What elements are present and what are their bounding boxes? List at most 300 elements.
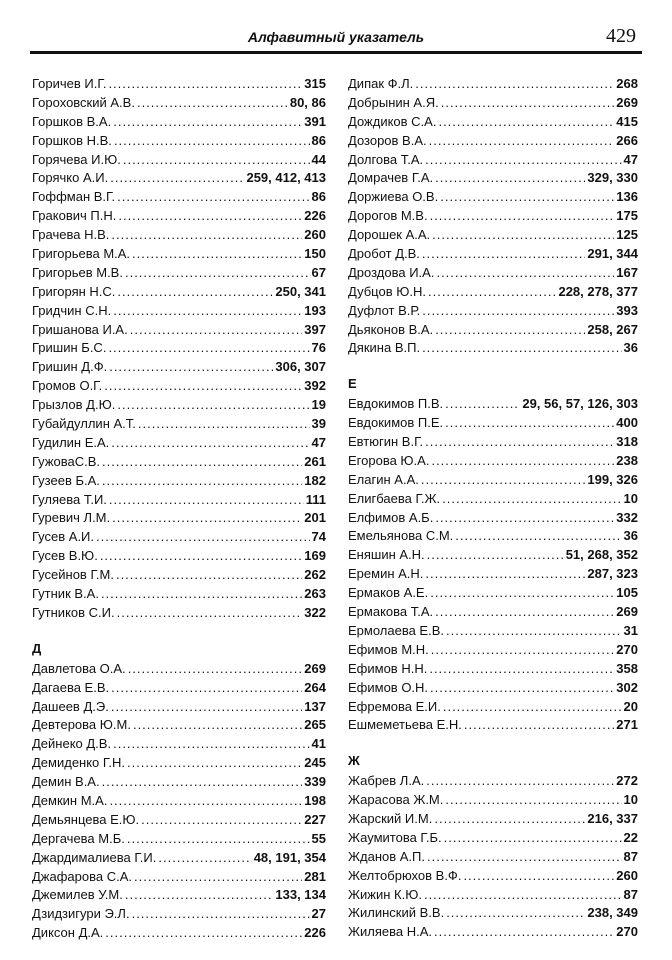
- dot-leader: [133, 717, 302, 732]
- section-letter-heading: Ж: [348, 753, 360, 769]
- dot-leader: [113, 303, 302, 318]
- entry-pages: 260: [304, 227, 326, 243]
- dot-leader: [130, 322, 303, 337]
- dot-leader: [430, 680, 614, 695]
- entry-name: Диксон Д.А.: [32, 925, 104, 941]
- index-entry: [32, 378, 326, 397]
- index-entry: [32, 831, 326, 850]
- entry-pages: 227: [304, 811, 326, 827]
- dot-leader: [435, 322, 585, 337]
- entry-name: Евтюгин В.Г.: [348, 434, 424, 450]
- index-entry: [348, 792, 638, 811]
- index-entry: [348, 133, 638, 152]
- entry-name: Гоффман В.Г.: [32, 189, 116, 205]
- dot-leader: [438, 114, 614, 129]
- index-entry: [32, 605, 326, 624]
- entry-pages: 260: [616, 867, 638, 883]
- index-entry: [348, 510, 638, 529]
- entry-pages: 169: [304, 548, 326, 564]
- index-entry: [32, 793, 326, 812]
- dot-leader: [102, 774, 303, 789]
- entry-pages: 226: [304, 208, 326, 224]
- entry-name: Желтобрюхов В.Ф.: [348, 867, 462, 883]
- entry-name: Гришин Б.С.: [32, 340, 107, 356]
- entry-name: Доржиева О.В.: [348, 189, 439, 205]
- dot-leader: [445, 396, 520, 411]
- entry-name: Джемилев У.М.: [32, 887, 123, 903]
- entry-pages: 281: [304, 868, 326, 884]
- dot-leader: [109, 793, 302, 808]
- entry-pages: 271: [616, 717, 638, 733]
- index-entry: [348, 265, 638, 284]
- dot-leader: [134, 869, 302, 884]
- index-entry: [32, 133, 326, 152]
- entry-pages: 415: [616, 113, 638, 129]
- entry-pages: 332: [616, 509, 638, 525]
- entry-name: Дробот Д.В.: [348, 246, 420, 262]
- entry-name: Дашеев Д.Э.: [32, 698, 109, 714]
- index-entry: [348, 699, 638, 718]
- entry-name: Ефремова Е.И.: [348, 698, 441, 714]
- index-entry: [348, 246, 638, 265]
- entry-name: Горячко А.И.: [32, 170, 109, 186]
- entry-name: Дипак Ф.Л.: [348, 76, 414, 91]
- dot-leader: [422, 303, 614, 318]
- index-entry: [348, 434, 638, 453]
- index-entry: [348, 227, 638, 246]
- index-entry: [348, 491, 638, 510]
- entry-name: Гутников С.И.: [32, 604, 115, 620]
- dot-leader: [445, 792, 621, 807]
- entry-name: Григорьева М.А.: [32, 246, 131, 262]
- entry-pages: 48, 191, 354: [253, 849, 326, 865]
- dot-leader: [440, 189, 614, 204]
- index-entry: [32, 359, 326, 378]
- index-entry: [348, 284, 638, 303]
- dot-leader: [109, 492, 304, 507]
- entry-pages: 10: [623, 490, 638, 506]
- index-entry: [32, 246, 326, 265]
- dot-leader: [127, 831, 310, 846]
- entry-pages: 291, 344: [587, 246, 638, 262]
- entry-name: Домрачев Г.А.: [348, 170, 434, 186]
- index-entry: [348, 585, 638, 604]
- entry-name: Дагаева Е.В.: [32, 679, 110, 695]
- entry-pages: 329, 330: [587, 170, 638, 186]
- running-title: Алфавитный указатель: [247, 29, 425, 45]
- entry-pages: 216, 337: [587, 810, 638, 826]
- entry-pages: 47: [311, 434, 326, 450]
- entry-name: Ефимов Н.Н.: [348, 660, 428, 676]
- entry-pages: 29, 56, 57, 126, 303: [522, 396, 638, 412]
- entry-name: Жиляева Н.А.: [348, 924, 433, 940]
- entry-pages: 80, 86: [289, 94, 326, 110]
- dot-leader: [108, 340, 309, 355]
- dot-leader: [96, 529, 310, 544]
- entry-pages: 67: [311, 264, 326, 280]
- entry-pages: 306, 307: [275, 359, 326, 375]
- index-entry: [32, 548, 326, 567]
- entry-name: Добрынин А.Я.: [348, 94, 439, 110]
- entry-name: Егорова Ю.А.: [348, 452, 430, 468]
- index-entry: [348, 773, 638, 792]
- index-entry: [32, 454, 326, 473]
- entry-pages: 391: [304, 113, 326, 129]
- entry-name: Дякина В.П.: [348, 340, 421, 356]
- index-entry: [348, 604, 638, 623]
- entry-pages: 199, 326: [587, 471, 638, 487]
- entry-name: Гусейнов Г.М.: [32, 567, 114, 583]
- index-entry: [348, 905, 638, 924]
- entry-pages: 262: [304, 567, 326, 583]
- entry-pages: 266: [616, 132, 638, 148]
- index-entry: [32, 322, 326, 341]
- entry-name: Дзидзигури Э.Л.: [32, 906, 130, 922]
- entry-pages: 339: [304, 774, 326, 790]
- dot-leader: [431, 642, 615, 657]
- dot-leader: [111, 699, 302, 714]
- index-entry: [32, 699, 326, 718]
- page-number: 429: [606, 25, 636, 47]
- entry-pages: 263: [304, 586, 326, 602]
- header-rule: [30, 51, 642, 54]
- entry-name: Горичев И.Г.: [32, 76, 107, 91]
- dot-leader: [425, 152, 621, 167]
- index-entry: [348, 642, 638, 661]
- dot-leader: [113, 736, 309, 751]
- dot-leader: [108, 76, 302, 91]
- dot-leader: [138, 416, 310, 431]
- entry-name: Гуляева Т.И.: [32, 491, 107, 507]
- entry-name: Жданов А.П.: [348, 848, 425, 864]
- index-entry: [32, 227, 326, 246]
- dot-leader: [118, 208, 302, 223]
- index-entry: [32, 567, 326, 586]
- index-entry: [348, 868, 638, 887]
- dot-leader: [113, 114, 302, 129]
- index-entry: [32, 906, 326, 925]
- entry-pages: 400: [616, 415, 638, 431]
- dot-leader: [116, 567, 302, 582]
- entry-pages: 358: [616, 660, 638, 676]
- index-entry: [32, 850, 326, 869]
- entry-name: Горшков В.А.: [32, 113, 112, 129]
- index-entry: [32, 284, 326, 303]
- index-entry: [32, 774, 326, 793]
- dot-leader: [429, 133, 615, 148]
- entry-name: Громов О.Г.: [32, 378, 103, 394]
- dot-leader: [463, 868, 614, 883]
- entry-pages: 136: [616, 189, 638, 205]
- index-entry: [348, 830, 638, 849]
- dot-leader: [109, 359, 273, 374]
- dot-leader: [446, 905, 585, 920]
- dot-leader: [425, 434, 614, 449]
- entry-name: Гридчин С.Н.: [32, 302, 112, 318]
- entry-name: Гороховский А.В.: [32, 94, 135, 110]
- entry-pages: 74: [311, 529, 326, 545]
- entry-name: Ермакова Т.А.: [348, 604, 434, 620]
- dot-leader: [117, 605, 303, 620]
- entry-pages: 322: [304, 604, 326, 620]
- dot-leader: [114, 133, 310, 148]
- entry-name: Дубцов Ю.Н.: [348, 283, 426, 299]
- entry-pages: 51, 268, 352: [565, 547, 638, 563]
- index-entry: [32, 869, 326, 888]
- index-entry: [348, 322, 638, 341]
- entry-name: Дождиков С.А.: [348, 113, 437, 129]
- dot-leader: [415, 76, 614, 91]
- index-entry: [348, 547, 638, 566]
- entry-name: Жилинский В.В.: [348, 905, 445, 921]
- dot-leader: [455, 528, 621, 543]
- entry-name: Гракович П.Н.: [32, 208, 117, 224]
- dot-leader: [434, 811, 585, 826]
- entry-pages: 22: [623, 829, 638, 845]
- entry-name: Ермолаева Е.В.: [348, 622, 444, 638]
- dot-leader: [117, 284, 273, 299]
- index-entry: [348, 189, 638, 208]
- dot-leader: [141, 812, 302, 827]
- entry-pages: 245: [304, 755, 326, 771]
- entry-name: Дозоров В.А.: [348, 132, 427, 148]
- entry-pages: 270: [616, 641, 638, 657]
- entry-pages: 272: [616, 773, 638, 789]
- dot-leader: [128, 661, 303, 676]
- dot-leader: [125, 887, 274, 902]
- dot-leader: [102, 454, 302, 469]
- entry-pages: 31: [623, 622, 638, 638]
- entry-pages: 198: [304, 792, 326, 808]
- dot-leader: [132, 906, 310, 921]
- entry-pages: 287, 323: [587, 566, 638, 582]
- entry-pages: 150: [304, 246, 326, 262]
- index-entry: [32, 680, 326, 699]
- dot-leader: [111, 227, 302, 242]
- index-entry: [32, 152, 326, 171]
- entry-name: Горячева И.Ю.: [32, 151, 121, 167]
- entry-name: Ефимов М.Н.: [348, 641, 429, 657]
- index-entry: [32, 717, 326, 736]
- dot-leader: [125, 265, 310, 280]
- dot-leader: [101, 586, 302, 601]
- index-entry: [348, 623, 638, 642]
- entry-pages: 87: [623, 848, 638, 864]
- entry-name: ГужоваС.В.: [32, 453, 101, 469]
- index-entry: [348, 170, 638, 189]
- entry-pages: 10: [623, 792, 638, 808]
- entry-name: Жижин К.Ю.: [348, 886, 422, 902]
- index-entry: [32, 170, 326, 189]
- index-entry: [348, 76, 638, 95]
- index-entry: [32, 925, 326, 944]
- entry-name: Дорошек А.А.: [348, 227, 431, 243]
- entry-pages: 111: [305, 491, 326, 507]
- index-entry: [348, 472, 638, 491]
- dot-leader: [422, 340, 621, 355]
- dot-leader: [430, 208, 615, 223]
- index-entry: [32, 661, 326, 680]
- entry-pages: 393: [616, 302, 638, 318]
- entry-name: Григорян Н.С.: [32, 283, 116, 299]
- page-header: [30, 26, 642, 54]
- dot-leader: [158, 850, 251, 865]
- entry-name: Гутник В.А.: [32, 586, 99, 602]
- entry-name: Гришин Д.Ф.: [32, 359, 108, 375]
- entry-pages: 36: [623, 528, 638, 544]
- index-entry: [32, 114, 326, 133]
- entry-pages: 269: [304, 660, 326, 676]
- dot-leader: [431, 453, 614, 468]
- index-entry: [32, 189, 326, 208]
- entry-name: Гусев А.И.: [32, 529, 95, 545]
- entry-name: Гуревич Л.М.: [32, 510, 111, 526]
- index-entry: [348, 396, 638, 415]
- dot-leader: [427, 547, 564, 562]
- entry-name: Джардималиева Г.И.: [32, 849, 157, 865]
- index-entry: [348, 811, 638, 830]
- dot-leader: [421, 472, 586, 487]
- index-entry: [32, 95, 326, 114]
- entry-pages: 238: [616, 452, 638, 468]
- dot-leader: [117, 397, 309, 412]
- dot-leader: [443, 699, 622, 714]
- entry-name: Ефимов О.Н.: [348, 679, 429, 695]
- entry-pages: 397: [304, 321, 326, 337]
- index-entry: [348, 849, 638, 868]
- entry-pages: 228, 278, 377: [558, 283, 638, 299]
- entry-name: Еняшин А.Н.: [348, 547, 425, 563]
- entry-name: Елагин А.А.: [348, 471, 419, 487]
- entry-name: Гусев В.Ю.: [32, 548, 98, 564]
- dot-leader: [464, 717, 614, 732]
- entry-name: Долгова Т.А.: [348, 151, 424, 167]
- entry-name: Демин В.А.: [32, 774, 100, 790]
- dot-leader: [104, 378, 302, 393]
- entry-pages: 39: [311, 416, 326, 432]
- index-entry: [348, 208, 638, 227]
- entry-name: Жабрев Л.А.: [348, 773, 425, 789]
- index-entry: [32, 492, 326, 511]
- entry-pages: 261: [304, 453, 326, 469]
- dot-leader: [446, 623, 622, 638]
- index-entry: [348, 340, 638, 359]
- entry-name: Ешмеметьева Е.Н.: [348, 717, 462, 733]
- entry-name: Жарасова Ж.М.: [348, 792, 444, 808]
- entry-pages: 55: [311, 830, 326, 846]
- entry-pages: 167: [616, 264, 638, 280]
- entry-pages: 44: [311, 151, 326, 167]
- index-entry: [32, 586, 326, 605]
- entry-name: Евдокимов П.В.: [348, 396, 444, 412]
- entry-name: Жарский И.М.: [348, 810, 433, 826]
- entry-name: Елигбаева Г.Ж.: [348, 490, 441, 506]
- entry-pages: 175: [616, 208, 638, 224]
- index-entry: [32, 736, 326, 755]
- entry-pages: 259, 412, 413: [246, 170, 326, 186]
- entry-pages: 302: [616, 679, 638, 695]
- entry-name: Демиденко Г.Н.: [32, 755, 125, 771]
- index-entry: [348, 152, 638, 171]
- index-entry: [32, 265, 326, 284]
- dot-leader: [425, 566, 585, 581]
- dot-leader: [112, 510, 302, 525]
- index-entry: [32, 812, 326, 831]
- entry-pages: 318: [616, 434, 638, 450]
- entry-pages: 238, 349: [587, 905, 638, 921]
- dot-leader: [430, 585, 614, 600]
- index-entry: [348, 717, 638, 736]
- index-entry: [32, 416, 326, 435]
- entry-pages: 258, 267: [587, 321, 638, 337]
- index-column-left: [32, 76, 326, 944]
- index-entry: [348, 303, 638, 322]
- index-entry: [348, 95, 638, 114]
- entry-pages: 193: [304, 302, 326, 318]
- entry-pages: 315: [304, 76, 326, 91]
- entry-name: Дергачева М.Б.: [32, 830, 125, 846]
- dot-leader: [137, 95, 288, 110]
- entry-pages: 125: [616, 227, 638, 243]
- dot-leader: [110, 170, 244, 185]
- dot-leader: [441, 95, 615, 110]
- entry-pages: 226: [304, 925, 326, 941]
- entry-name: Емельянова С.М.: [348, 528, 454, 544]
- dot-leader: [434, 924, 614, 939]
- dot-leader: [445, 415, 614, 430]
- entry-pages: 201: [304, 510, 326, 526]
- entry-pages: 182: [304, 472, 326, 488]
- dot-leader: [424, 887, 622, 902]
- dot-leader: [117, 189, 309, 204]
- index-entry: [32, 755, 326, 774]
- entry-name: Давлетова О.А.: [32, 660, 126, 676]
- index-entry: [348, 661, 638, 680]
- index-entry: [32, 303, 326, 322]
- dot-leader: [100, 548, 302, 563]
- dot-leader: [435, 604, 614, 619]
- entry-name: Евдокимов П.Е.: [348, 415, 444, 431]
- entry-pages: 268: [616, 76, 638, 91]
- dot-leader: [422, 246, 585, 261]
- dot-leader: [123, 152, 310, 167]
- entry-name: Губайдуллин А.Т.: [32, 416, 136, 432]
- entry-name: Гудилин Е.А.: [32, 434, 110, 450]
- entry-name: Дьяконов В.А.: [348, 321, 434, 337]
- entry-name: Джафарова С.А.: [32, 868, 133, 884]
- entry-name: Горшков Н.В.: [32, 132, 112, 148]
- dot-leader: [102, 473, 302, 488]
- entry-name: Дроздова И.А.: [348, 264, 435, 280]
- index-entry: [348, 528, 638, 547]
- index-entry: [348, 566, 638, 585]
- entry-pages: 265: [304, 717, 326, 733]
- entry-pages: 41: [311, 736, 326, 752]
- entry-name: Девтерова Ю.М.: [32, 717, 131, 733]
- entry-name: Гузеев Б.А.: [32, 472, 100, 488]
- entry-pages: 264: [304, 679, 326, 695]
- dot-leader: [435, 170, 585, 185]
- dot-leader: [132, 246, 302, 261]
- section-letter-heading: Д: [32, 640, 42, 656]
- dot-leader: [436, 265, 614, 280]
- index-entry: [32, 473, 326, 492]
- index-entry: [348, 415, 638, 434]
- entry-pages: 36: [623, 340, 638, 356]
- dot-leader: [442, 491, 621, 506]
- entry-name: Дуфлот В.Р.: [348, 302, 421, 318]
- index-entry: [348, 887, 638, 906]
